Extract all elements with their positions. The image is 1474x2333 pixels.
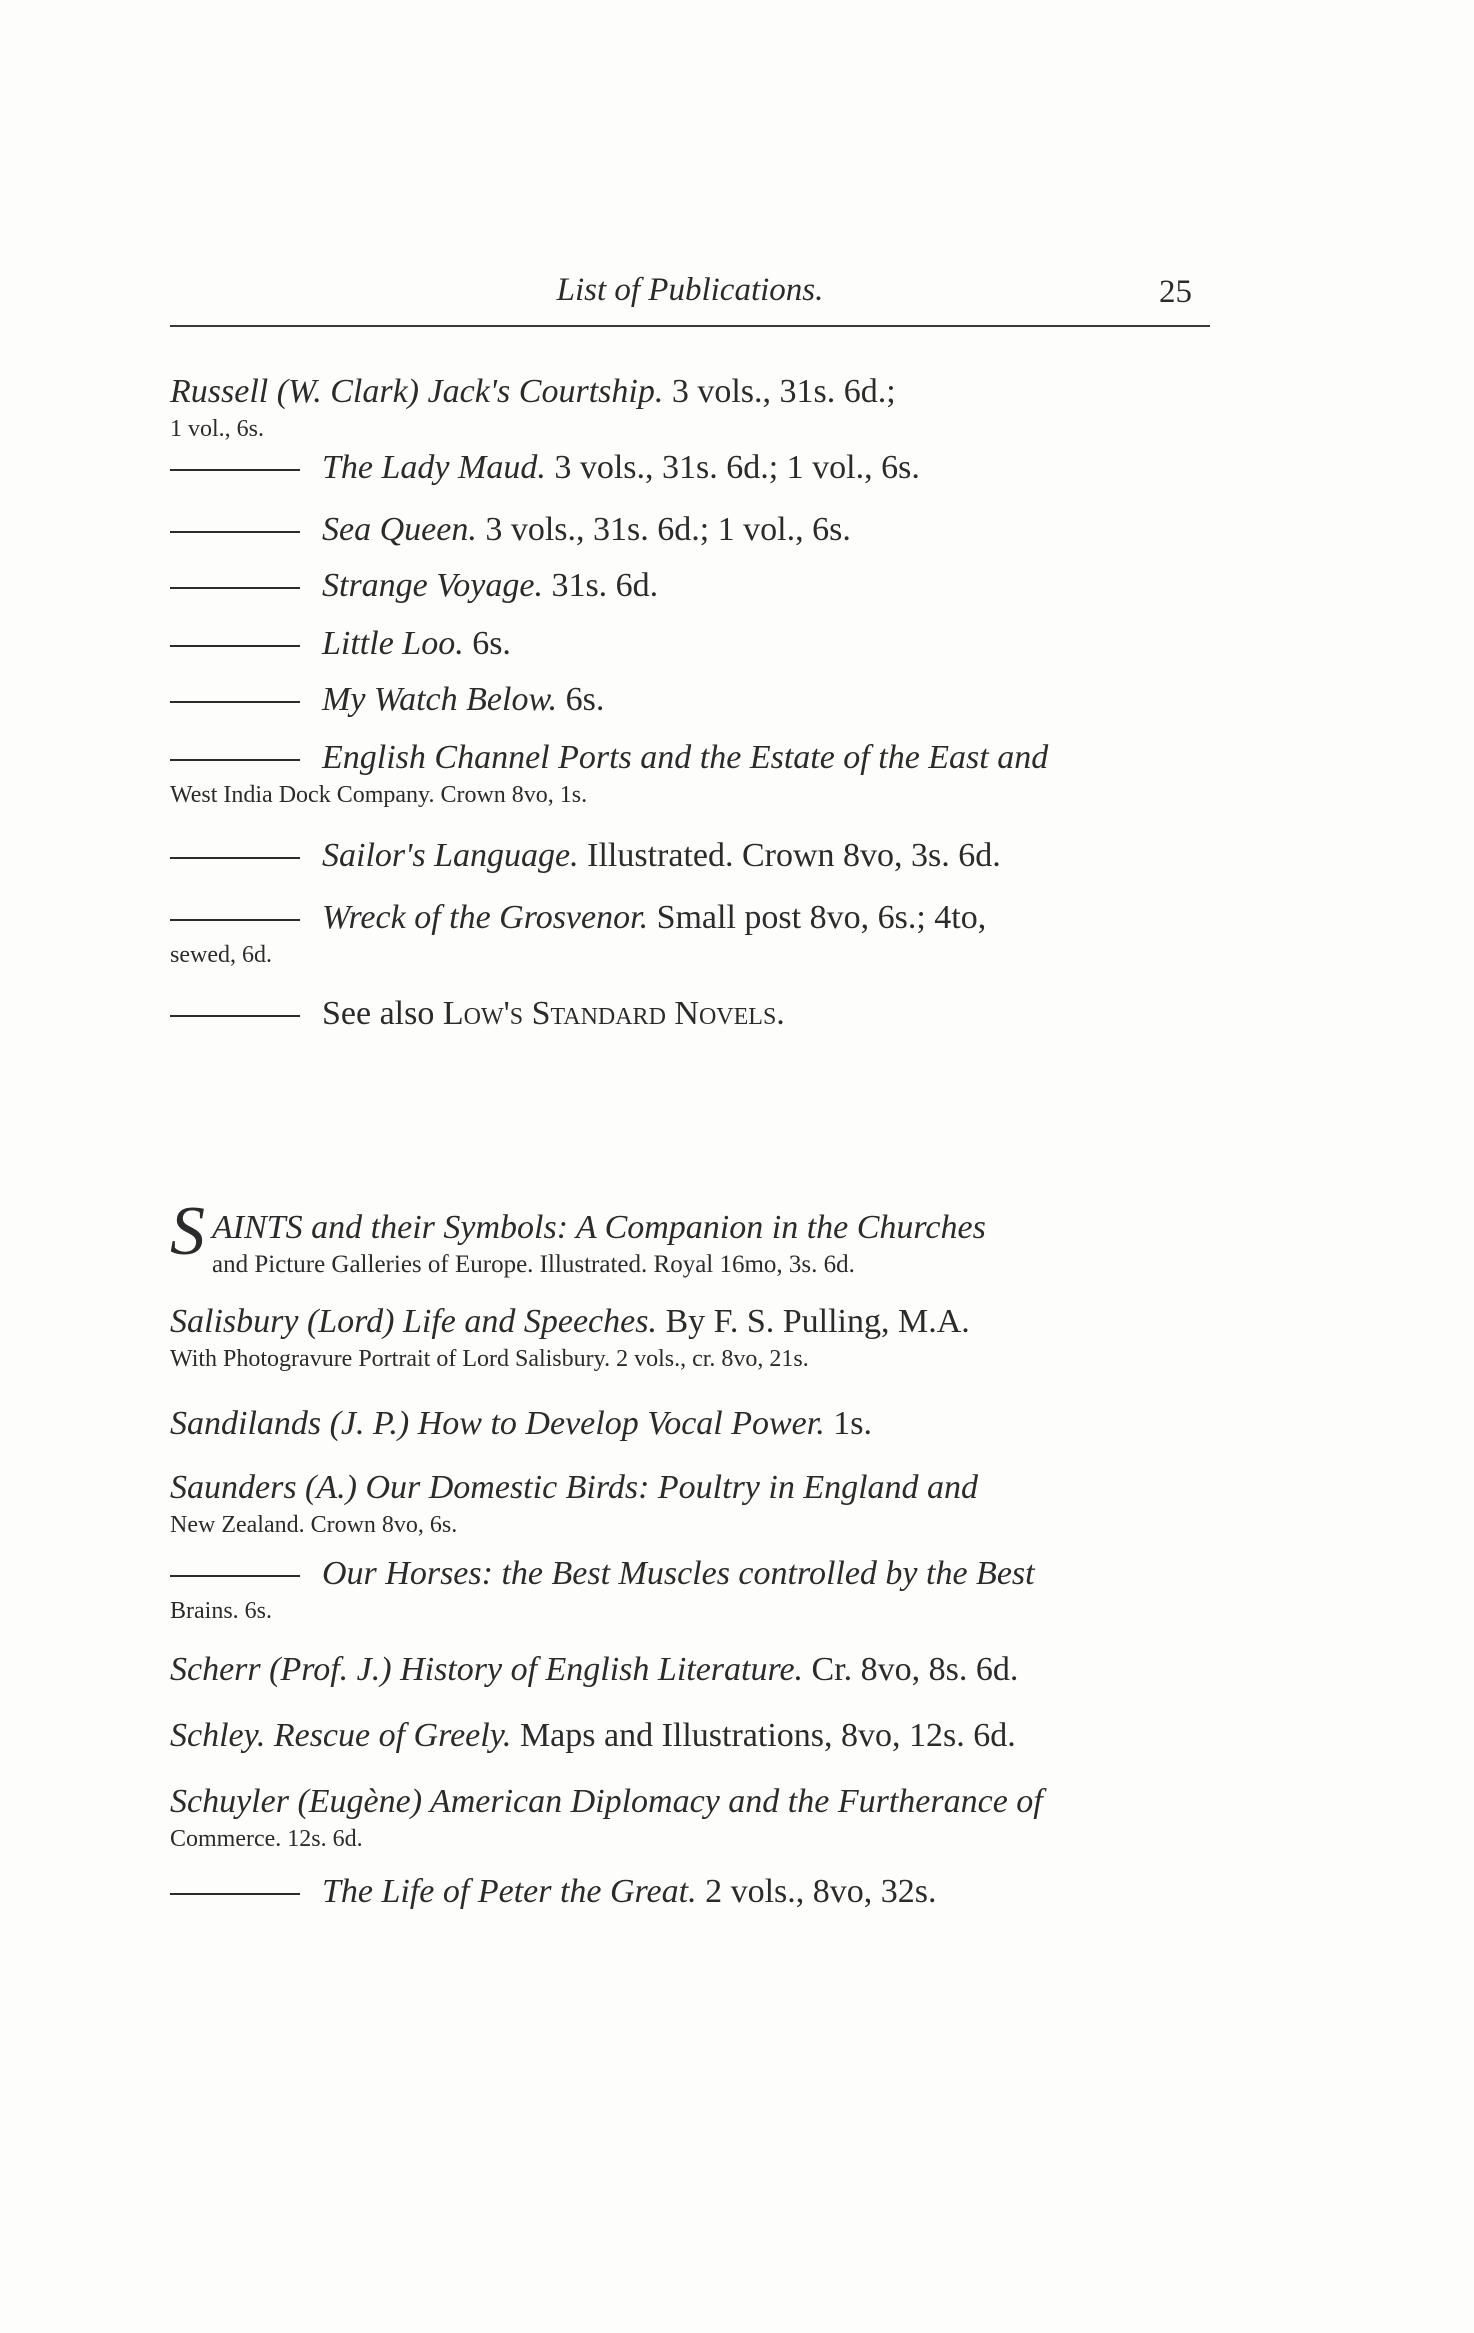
entry-our-horses: Our Horses: the Best Muscles controlled by the Best Brains. 6s. [170,1555,1035,1624]
entry-my-watch-below: My Watch Below. 6s. [170,680,1210,720]
entry-saints: AINTS and their Symbols: A Companion in the Churches and Picture Galleries of Europe. Illustrated. Royal 16mo, 3s. 6d. [212,1209,986,1278]
dropcap-s: S [170,1193,205,1270]
ditto-dash [170,469,300,471]
ditto-dash [170,587,300,589]
entry-sailors-language: Sailor's Language. Illustrated. Crown 8vo, 3s. 6d. [170,836,1210,876]
ditto-dash [170,919,300,921]
entry-schley: Schley. Rescue of Greely. Maps and Illustrations, 8vo, 12s. 6d. [170,1717,1016,1754]
page-number: 25 [1159,274,1192,310]
entry-see-also: See also Low's Standard Novels. [170,994,1210,1034]
entry-little-loo: Little Loo. 6s. [170,624,1210,664]
ditto-dash [170,531,300,533]
entry-sandilands: Sandilands (J. P.) How to Develop Vocal Power. 1s. [170,1405,872,1442]
ditto-dash [170,1015,300,1017]
ditto-dash [170,701,300,703]
entry-life-of-peter-the-great: The Life of Peter the Great. 2 vols., 8vo, 32s. [170,1872,1210,1912]
ditto-dash [170,1893,300,1895]
entry-strange-voyage: Strange Voyage. 31s. 6d. [170,566,1210,606]
entry-russell-jacks-courtship: Russell (W. Clark) Jack's Courtship. 3 vols., 31s. 6d.; 1 vol., 6s. [170,373,896,442]
entry-english-channel-ports: English Channel Ports and the Estate of the East and West India Dock Company. Crown 8vo, 1s. [170,739,1049,808]
entry-sea-queen: Sea Queen. 3 vols., 31s. 6d.; 1 vol., 6s. [170,510,1210,550]
header-rule [170,325,1210,327]
running-title: List of Publications. [556,272,824,308]
entry-schuyler: Schuyler (Eugène) American Diplomacy and the Furtherance of Commerce. 12s. 6d. [170,1783,1043,1852]
entry-wreck-of-the-grosvenor: Wreck of the Grosvenor. Small post 8vo, 6s.; 4to, sewed, 6d. [170,899,987,968]
ditto-dash [170,1575,300,1577]
ditto-dash [170,759,300,761]
entry-scherr: Scherr (Prof. J.) History of English Literature. Cr. 8vo, 8s. 6d. [170,1651,1019,1688]
entry-saunders: Saunders (A.) Our Domestic Birds: Poultry in England and New Zealand. Crown 8vo, 6s. [170,1469,979,1538]
entry-salisbury: Salisbury (Lord) Life and Speeches. By F. S. Pulling, M.A. With Photogravure Portrait of Lord Salisbury. 2 vols., cr. 8vo, 21s. [170,1303,970,1372]
ditto-dash [170,645,300,647]
page-header [170,272,1210,318]
ditto-dash [170,857,300,859]
entry-lady-maud: The Lady Maud. 3 vols., 31s. 6d.; 1 vol., 6s. [170,448,1210,488]
